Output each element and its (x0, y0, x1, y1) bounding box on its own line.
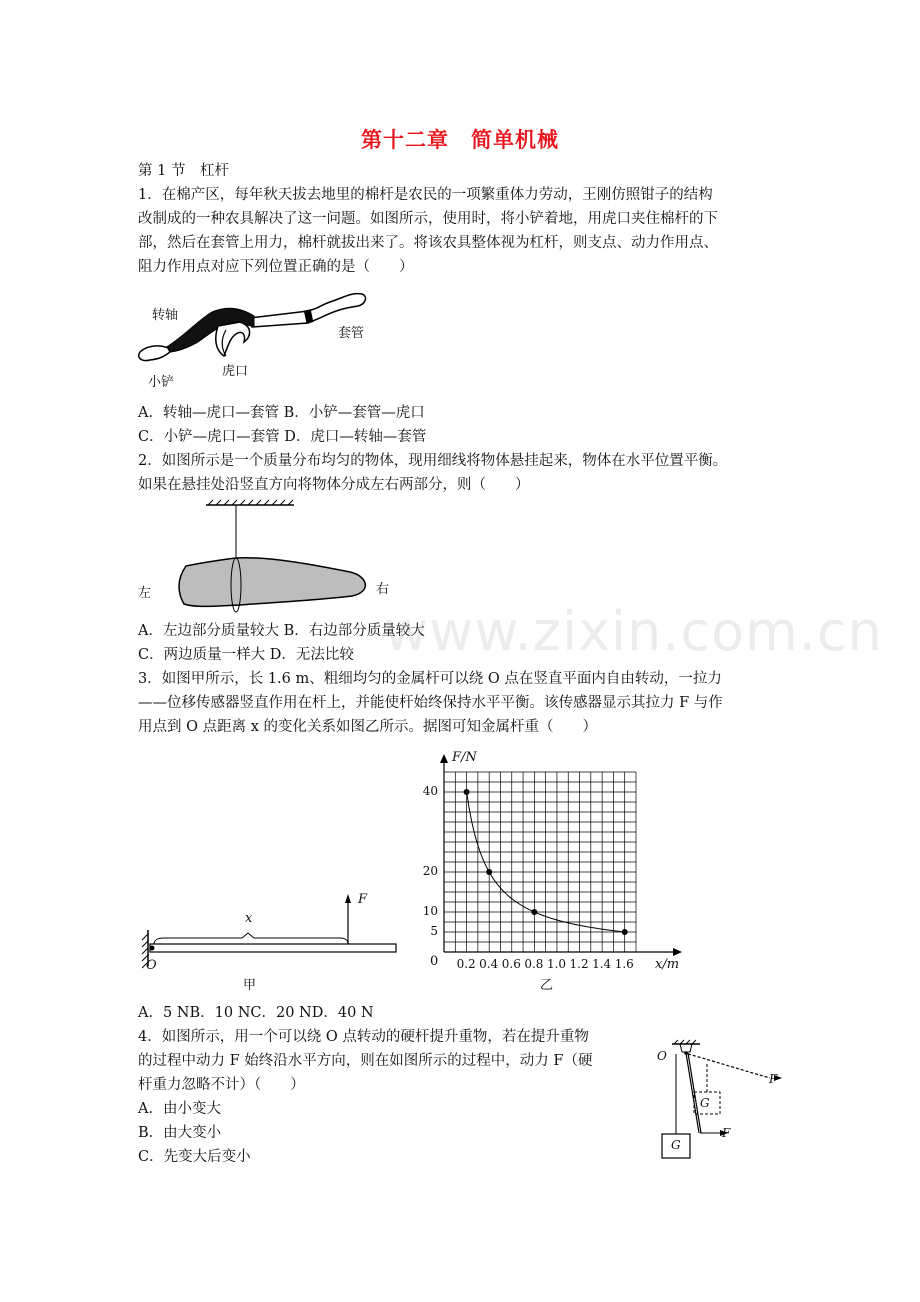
x-tick-label: 1.2 (569, 957, 589, 971)
q4-line-2: 的过程中动力 F 始终沿水平方向，则在如图所示的过程中，动力 F（硬 (138, 1053, 593, 1069)
q2-option-cd: C．两边质量一样大 D．无法比较 (138, 647, 354, 663)
q2-line-2: 如果在悬挂处沿竖直方向将物体分成左右两部分，则（ ） (138, 477, 530, 493)
q3-line-3: 用点到 O 点距离 x 的变化关系如图乙所示。据图可知金属杆重（ ） (138, 719, 597, 735)
x-tick-label: 1.4 (592, 957, 612, 971)
q2-option-ab: A．左边部分质量较大 B．右边部分质量较大 (138, 623, 425, 639)
q1-line-1: 1．在棉产区，每年秋天拔去地里的棉杆是农民的一项繁重体力劳动，王刚仿照钳子的结构 (138, 187, 713, 203)
chart-origin-label: 0 (430, 954, 439, 969)
q3-options: A．5 NB．10 NC．20 ND．40 N (138, 1005, 374, 1021)
section-heading: 第 1 节 杠杆 (138, 163, 229, 179)
chart-ylabel: F/N (452, 750, 477, 765)
x-tick-label: 0.6 (501, 957, 521, 971)
x-tick-label: 0.4 (479, 957, 499, 971)
q1-line-4: 阻力作用点对应下列位置正确的是（ ） (138, 259, 414, 275)
q4-option-a: A．由小变大 (138, 1101, 221, 1117)
q4-label-O: O (657, 1049, 667, 1063)
q3-jia-label-x: x (245, 911, 253, 926)
chart-xlabel: x/m (655, 957, 680, 972)
q1-line-2: 改制成的一种农具解决了这一问题。如图所示，使用时，将小铲着地，用虎口夹住棉杆的下 (138, 211, 718, 227)
q1-label-xiaochan: 小铲 (148, 375, 175, 390)
q3-jia-caption: 甲 (243, 978, 257, 993)
watermark: www.zixin.com.cn (384, 600, 883, 663)
q2-line-1: 2．如图所示是一个质量分布均匀的物体，现用细线将物体悬挂起来，物体在水平位置平衡。 (138, 453, 728, 469)
q1-label-zhuanzhou: 转轴 (152, 308, 179, 323)
q2-label-left: 左 (138, 586, 152, 601)
q1-option-ab: A．转轴—虎口—套管 B．小铲—套管—虎口 (138, 405, 425, 421)
q1-option-cd: C．小铲—虎口—套管 D．虎口—转轴—套管 (138, 429, 427, 445)
q4-line-3: 杆重力忽略不计）（ ） (138, 1077, 305, 1093)
q4-option-b: B．由大变小 (138, 1125, 222, 1141)
y-tick-label: 20 (422, 864, 438, 878)
q4-line-1: 4．如图所示，用一个可以绕 O 点转动的硬杆提升重物，若在提升重物 (138, 1029, 589, 1045)
q3-line-1: 3．如图甲所示，长 1.6 m、粗细均匀的金属杆可以绕 O 点在竖直平面内自由转动，一拉力 (138, 671, 722, 687)
x-tick-label: 0.8 (524, 957, 544, 971)
x-tick-label: 1.0 (546, 957, 567, 971)
x-tick-label: 0.2 (456, 957, 476, 971)
y-tick-label: 5 (430, 924, 438, 938)
q3-jia-label-O: O (146, 958, 157, 973)
q1-line-3: 部，然后在套管上用力，棉杆就拔出来了。将该农具整体视为杠杆，则支点、动力作用点、 (138, 235, 718, 251)
q4-label-F-dashed: F (769, 1072, 778, 1086)
q4-label-G-dashed: G (700, 1096, 710, 1110)
q2-label-right: 右 (376, 582, 390, 597)
q4-label-G-solid: G (671, 1138, 681, 1152)
y-tick-label: 40 (422, 784, 438, 798)
q3-line-2: ——位移传感器竖直作用在杆上，并能使杆始终保持水平平衡。该传感器显示其拉力 F 与作 (138, 695, 723, 711)
q3-jia-label-F: F (358, 892, 368, 907)
y-tick-label: 10 (422, 904, 438, 918)
q4-option-c: C．先变大后变小 (138, 1149, 251, 1165)
chart-caption: 乙 (540, 978, 554, 993)
x-tick-label: 1.6 (614, 957, 634, 971)
q1-label-hukou: 虎口 (222, 364, 249, 379)
page-title: 第十二章 简单机械 (361, 127, 559, 152)
q1-label-taoguan: 套管 (338, 326, 365, 341)
q4-label-F-solid: F (722, 1126, 731, 1140)
